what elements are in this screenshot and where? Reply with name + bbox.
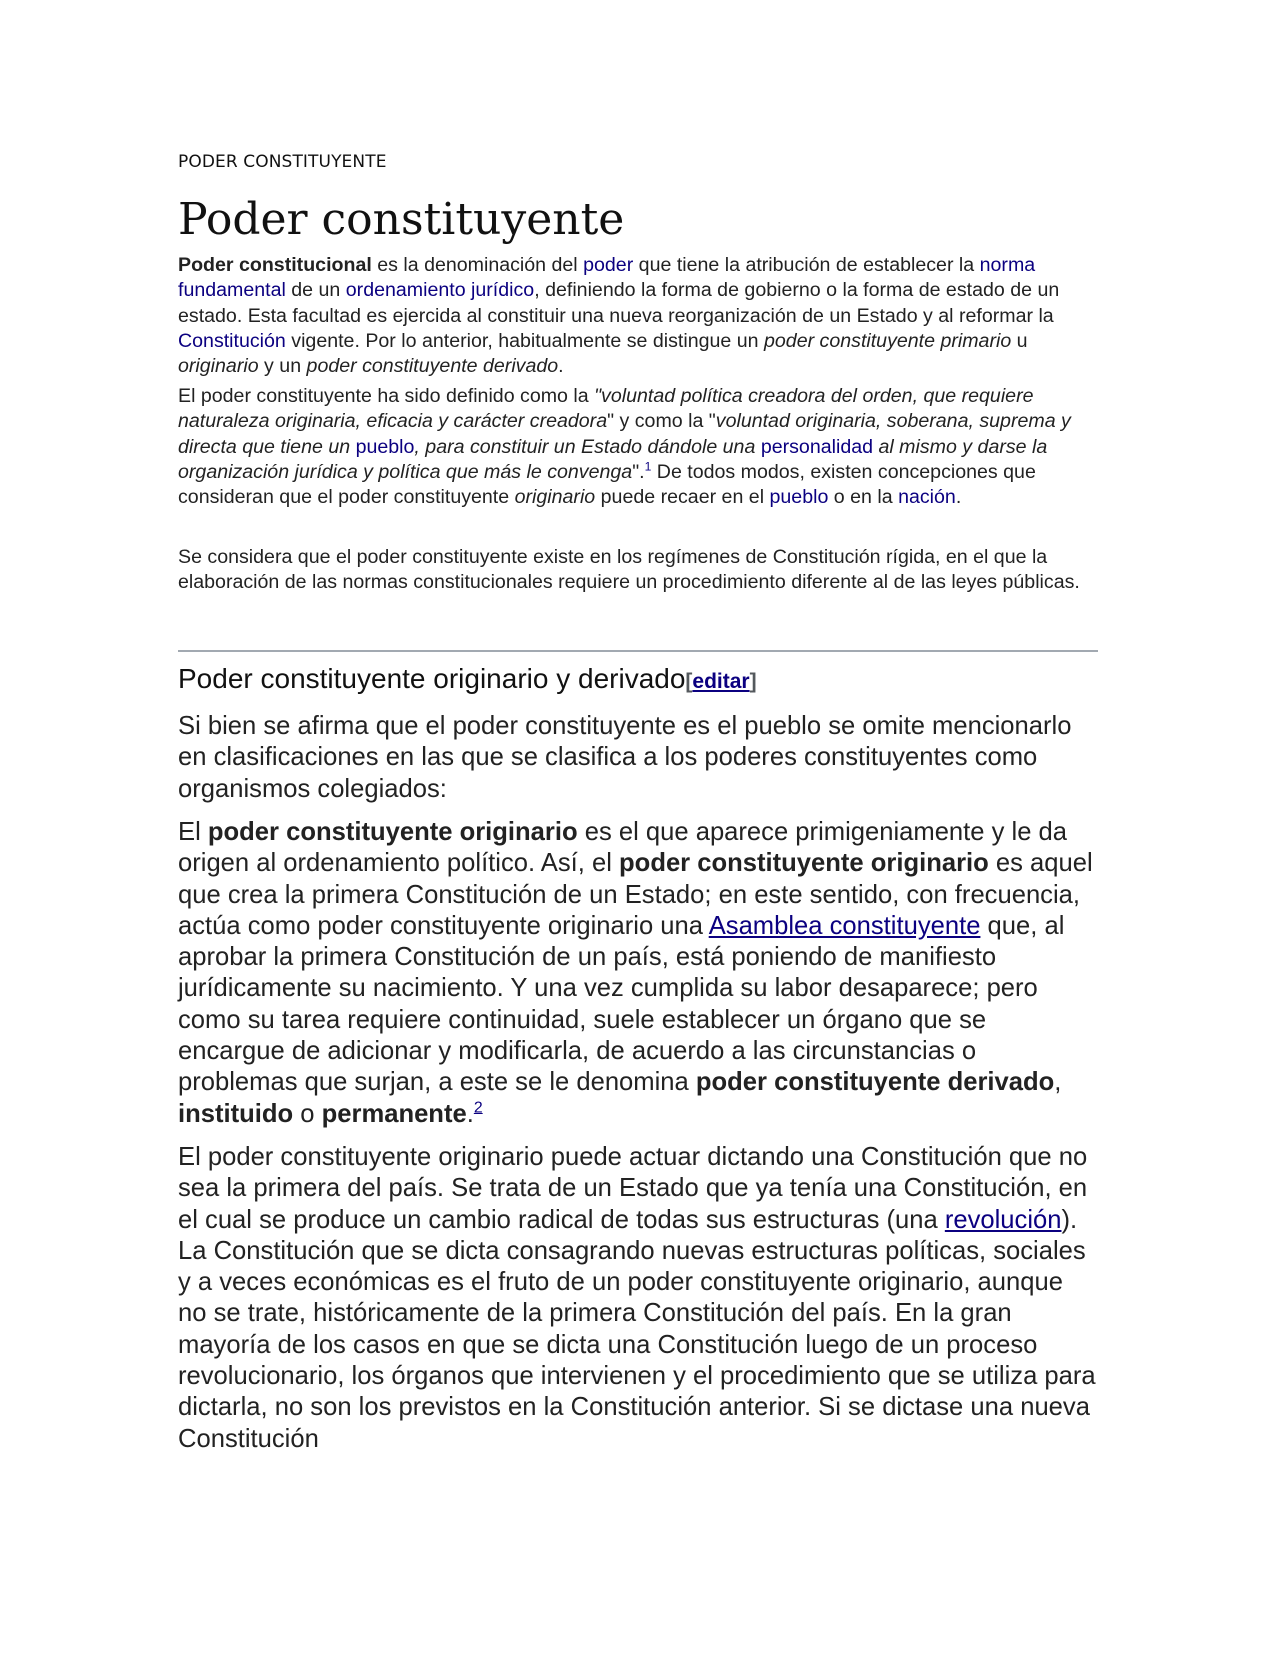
link-pueblo[interactable]: pueblo	[355, 435, 415, 458]
edit-section-link[interactable]: editar	[692, 670, 750, 693]
page-title: Poder constituyente	[178, 194, 625, 245]
link-constitucion[interactable]: Constitución	[178, 329, 286, 352]
link-asamblea-constituyente[interactable]: Asamblea constituyente	[708, 911, 981, 940]
intro-paragraph-3: Se considera que el poder constituyente existe en los regímenes de Constitución rígida, en el que la elaboración de las normas constitucionales requiere un procedimiento diferente al de las leyes públicas.	[178, 546, 1080, 594]
document-header: PODER CONSTITUYENTE	[178, 152, 387, 172]
intro-paragraph-1: Poder constitucional es la denominación del poder que tiene la atribución de establecer la norma fundamental de un ordenamiento jurídico, definiendo la forma de gobierno o la forma de estado de un estado. Esta facultad es ejercida al constituir una nueva reorganización de un Estado y al reformar la Constitución vigente. Por lo anterior, habitualmente se distingue un poder constituyente primario u originario y un poder constituyente derivado.	[178, 254, 1060, 378]
edit-section: [editar]	[685, 670, 757, 693]
section-heading: Poder constituyente originario y derivado[editar]	[178, 663, 757, 694]
intro-paragraph-2: El poder constituyente ha sido definido como la "voluntad política creadora del orden, que requiere naturaleza originaria, eficacia y carácter creadora" y como la "voluntad originaria, soberana, suprema y directa que tiene un pueblo, para constituir un Estado dándole una personalidad al mismo y darse la organización jurídica y política que más le convenga".$^1$ De todos modos, existen concepciones que consideran que el poder constituyente originario puede recaer en el pueblo o en la nación.	[178, 385, 1071, 509]
section-paragraph-3: El poder constituyente originario puede actuar dictando una Constitución que no sea la primera del país. Se trata de un Estado que ya tenía una Constitución, en el cual se produce un cambio radical de todas sus estructuras (una revolución). La Constitución que se dicta consagrando nuevas estructuras políticas, sociales y a veces económicas es el fruto de un poder constituyente originario, aunque no se trate, históricamente de la primera Constitución del país. En la gran mayoría de los casos en que se dicta una Constitución luego de un proceso revolucionario, los órganos que intervienen y el procedimiento que se utiliza para dictarla, no son los previstos en la Constitución anterior. Si se dictase una nueva Constitución	[178, 1143, 1096, 1453]
link-norma-fundamental[interactable]: norma fundamental	[178, 254, 1036, 302]
section-paragraph-2: El poder constituyente originario es el que aparece primigeniamente y le da origen al ordenamiento político. Así, el poder constituyente originario es aquel que crea la primera Constitución de un Estado; en este sentido, con frecuencia, actúa como poder constituyente originario una Asamblea constituyente que, al aprobar la primera Constitución de un país, está poniendo de manifiesto jurídicamente su nacimiento. Y una vez cumplida su labor desaparece; pero como su tarea requiere continuidad, suele establecer un órgano que se encargue de adicionar y modificarla, de acuerdo a las circunstancias o problemas que surjan, a este se le denomina poder constituyente derivado, instituido o permanente.$^2$	[178, 818, 1093, 1128]
link-ordenamiento-juridico[interactable]: ordenamiento jurídico	[345, 279, 535, 302]
reference-2[interactable]: 2	[473, 1099, 483, 1117]
section-paragraph-1: Si bien se afirma que el poder constituyente es el pueblo se omite mencionarlo en clasificaciones en las que se clasifica a los poderes constituyentes como organismos colegiados:	[178, 712, 1072, 803]
link-nacion[interactable]: nación	[898, 486, 956, 509]
link-poder[interactable]: poder	[583, 254, 634, 276]
link-personalidad[interactable]: personalidad	[760, 435, 874, 458]
link-revolucion[interactable]: revolución	[944, 1205, 1062, 1234]
reference-1[interactable]: 1	[644, 459, 652, 474]
term-bold: Poder constitucional	[178, 254, 372, 276]
link-pueblo-2[interactable]: pueblo	[769, 486, 829, 509]
section-divider	[178, 650, 1098, 652]
